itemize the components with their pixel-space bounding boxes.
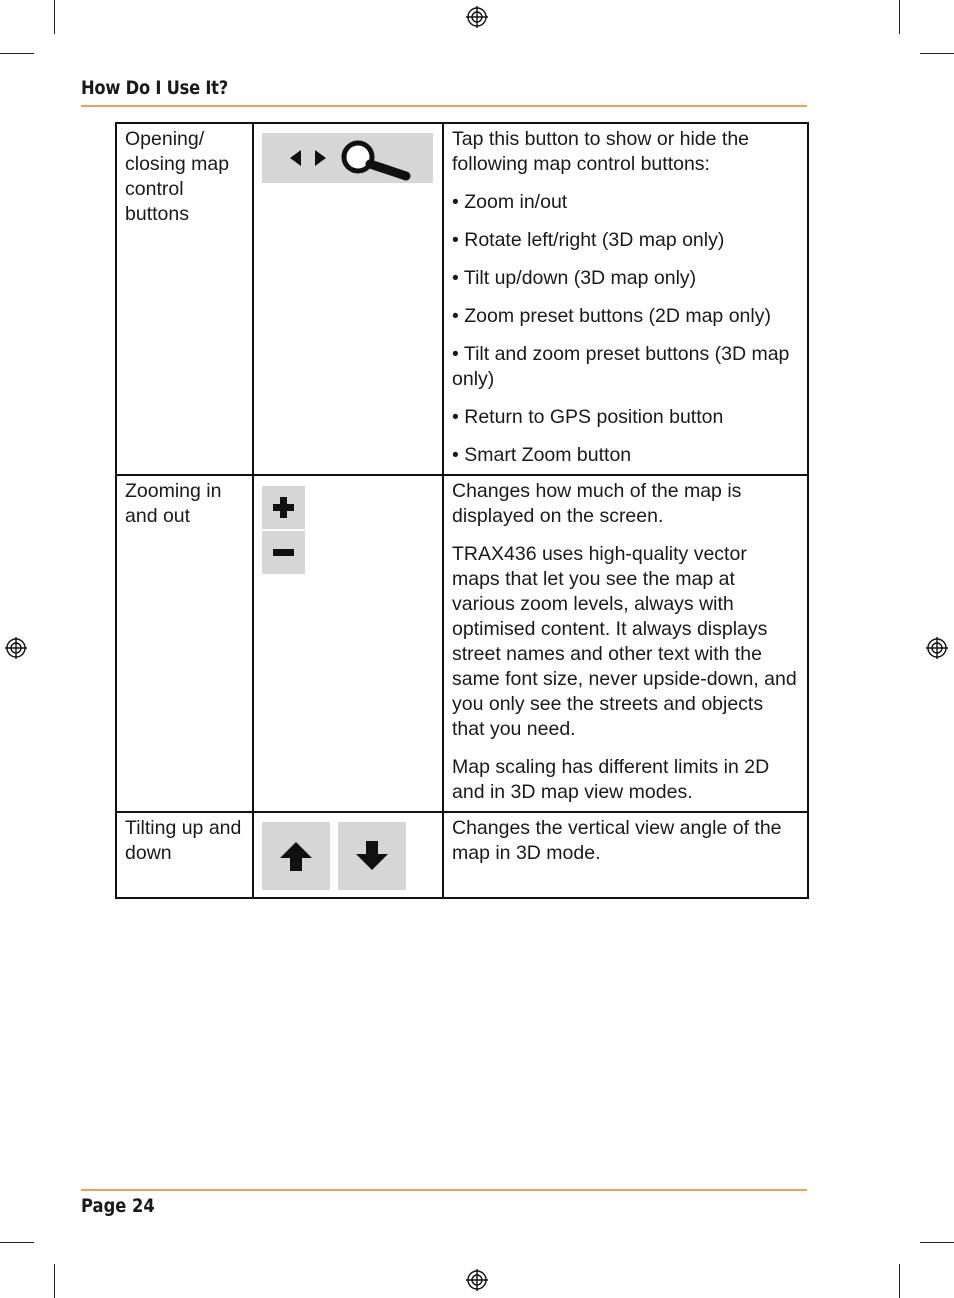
arrow-down-icon (338, 822, 406, 890)
map-controls-table (115, 122, 809, 899)
minus-icon (262, 531, 305, 574)
list-item: • Zoom preset buttons (2D map only) (452, 305, 771, 327)
list-item: • Rotate left/right (3D map only) (452, 229, 725, 251)
crop-mark (0, 1242, 34, 1243)
header-rule (81, 105, 807, 107)
description-paragraph: Tap this button to show or hide the following map control buttons: (452, 128, 750, 175)
table-row (116, 812, 808, 898)
list-item: • Zoom in/out (452, 191, 568, 213)
icon-cell (253, 475, 443, 812)
crop-mark (920, 1242, 954, 1243)
arrow-up-icon (262, 822, 330, 890)
feature-cell (116, 475, 253, 812)
zoom-out-button[interactable] (262, 531, 305, 574)
feature-label: Tilting up and down (125, 817, 242, 864)
table-row (116, 475, 808, 812)
crop-mark (54, 1264, 55, 1298)
feature-cell (116, 812, 253, 898)
crop-mark (920, 53, 954, 54)
map-controls-toggle-button[interactable] (262, 133, 433, 183)
list-item: • Tilt and zoom preset buttons (3D map only) (452, 343, 790, 390)
footer-rule (81, 1189, 807, 1191)
crop-mark (54, 0, 55, 34)
list-item: • Smart Zoom button (452, 444, 632, 466)
feature-label: Opening/ closing map control buttons (125, 128, 230, 225)
description-cell (443, 812, 808, 898)
description-paragraph: Changes how much of the map is displayed on the screen. (452, 480, 742, 527)
description-paragraph: Map scaling has different limits in 2D and in 3D map view modes. (452, 756, 770, 803)
description-cell (443, 123, 808, 475)
icon-cell (253, 812, 443, 898)
feature-cell (116, 123, 253, 475)
zoom-in-button[interactable] (262, 486, 305, 529)
list-item: • Return to GPS position button (452, 406, 724, 428)
tilt-up-button[interactable] (262, 822, 330, 890)
crop-mark (0, 53, 34, 54)
icon-cell (253, 123, 443, 475)
page-header-title: How Do I Use It? (81, 77, 228, 99)
crop-mark (899, 0, 900, 34)
description-cell (443, 475, 808, 812)
registration-mark-icon (926, 637, 948, 659)
description-paragraph: TRAX436 uses high-quality vector maps that let you see the map at various zoom levels, always with optimised content. It always displays street names and other text with the same font size, never upside-down, and you only see the streets and objects that you need. (452, 543, 797, 740)
plus-icon (262, 486, 305, 529)
list-item: • Tilt up/down (3D map only) (452, 267, 697, 289)
registration-mark-icon (5, 637, 27, 659)
registration-mark-icon (466, 1269, 488, 1291)
feature-label: Zooming in and out (125, 480, 222, 527)
crop-mark (899, 1264, 900, 1298)
left-right-arrows-magnifier-icon (262, 133, 433, 183)
page-number: Page 24 (81, 1195, 155, 1217)
table-row (116, 123, 808, 475)
description-paragraph: Changes the vertical view angle of the map in 3D mode. (452, 817, 782, 864)
registration-mark-icon (466, 6, 488, 28)
tilt-down-button[interactable] (338, 822, 406, 890)
